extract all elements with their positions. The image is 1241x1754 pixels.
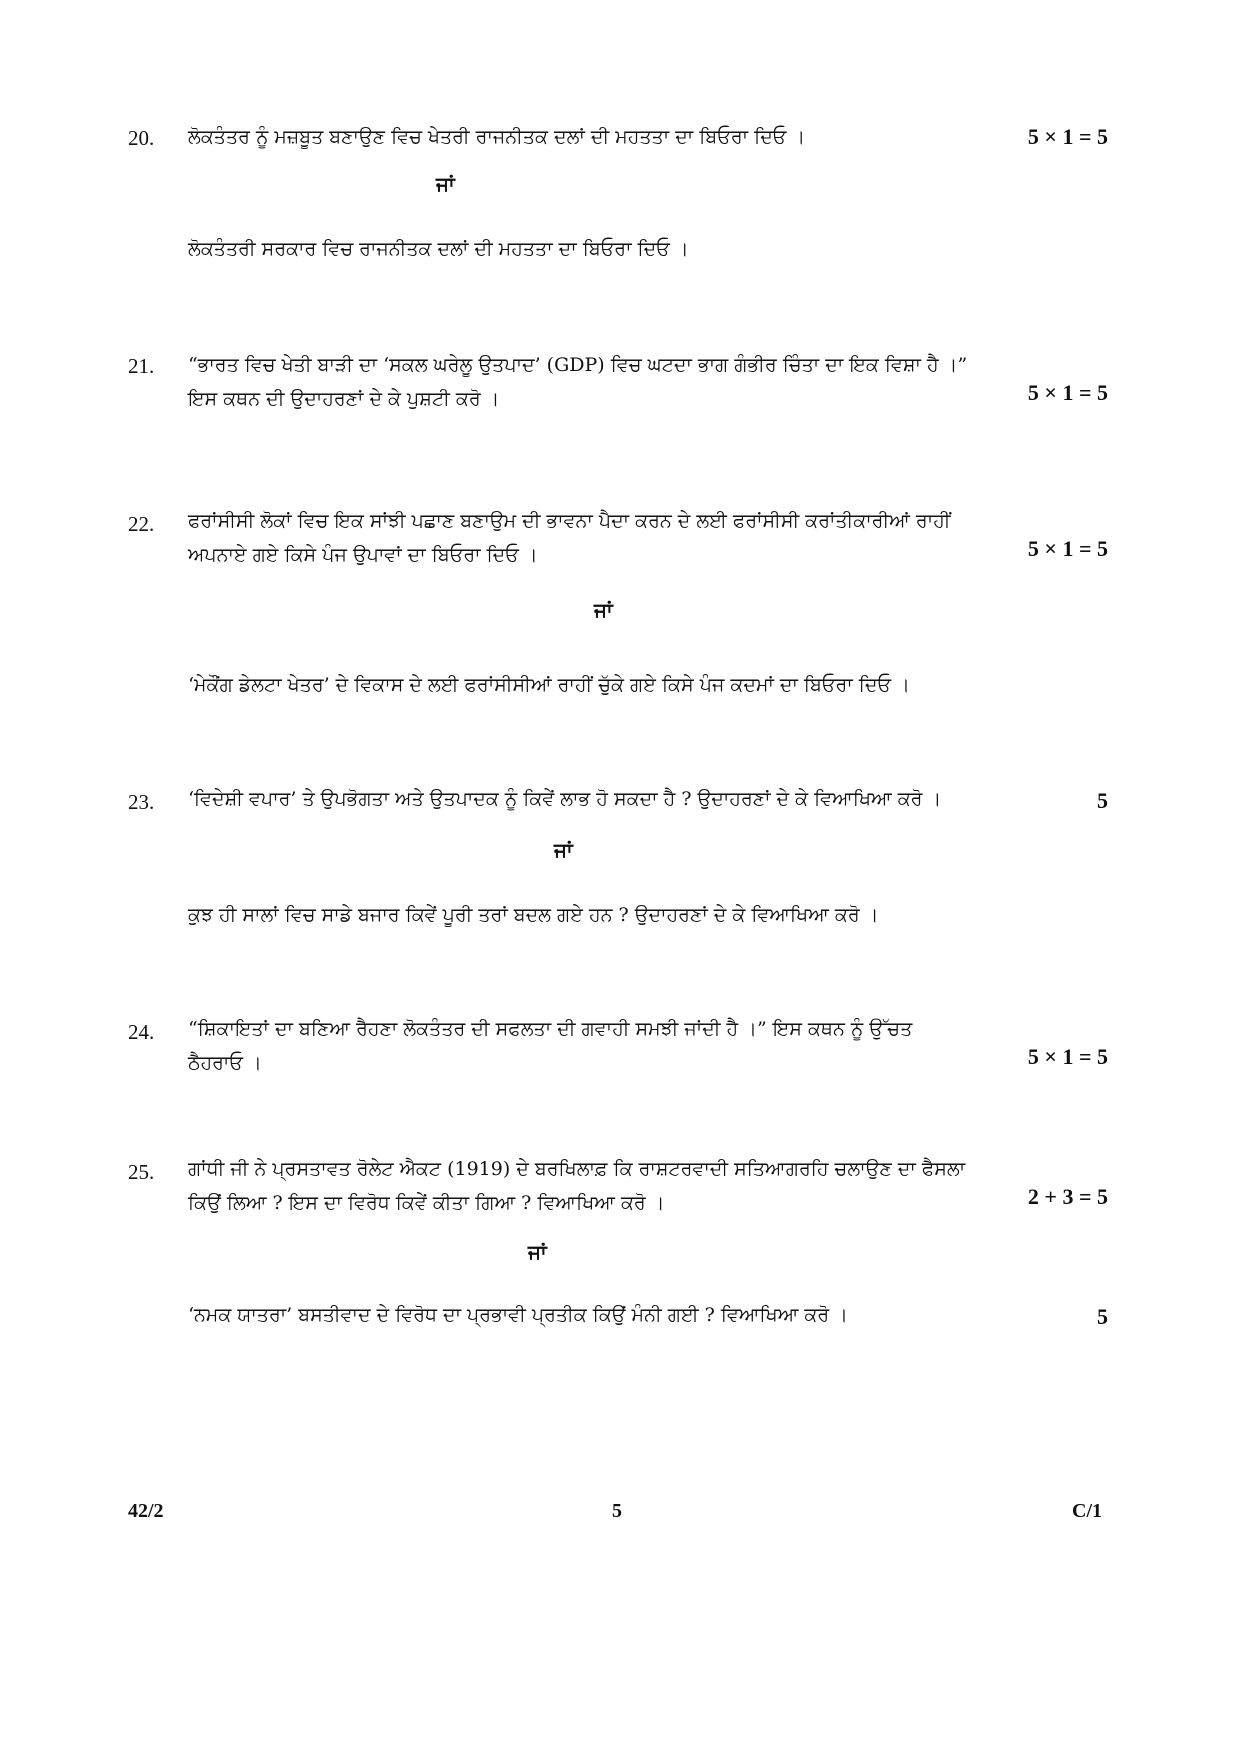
- question-text: [188, 782, 1068, 816]
- question-text: [188, 120, 1048, 154]
- question-number: 20.: [128, 126, 155, 150]
- or-divider: ਜਾਂ: [436, 172, 455, 196]
- question-text: [188, 504, 1088, 572]
- question-number: 24.: [128, 1020, 155, 1044]
- or-divider: ਜਾਂ: [528, 1240, 547, 1264]
- or-divider: ਜਾਂ: [554, 838, 573, 862]
- alternative-line: ‘ਨਮਕ ਯਾਤਰਾ’ ਬਸਤੀਵਾਦ ਦੇ ਵਿਰੋਧ ਦਾ ਪ੍ਰਭਾਵੀ ਪ੍ਰਤੀਕ ਕਿਉਂ ਮੰਨੀ ਗਈ ? ਵਿਆਖਿਆ ਕਰੋ ।: [188, 1304, 848, 1326]
- question-marks: 5 × 1 = 5: [1027, 536, 1108, 561]
- footer-series: C/1: [1072, 1500, 1102, 1522]
- question-line: ਇਸ ਕਥਨ ਦੀ ਉਦਾਹਰਣਾਂ ਦੇ ਕੇ ਪੁਸ਼ਟੀ ਕਰੋ ।: [188, 388, 500, 410]
- question-line: ਗਾਂਧੀ ਜੀ ਨੇ ਪ੍ਰਸਤਾਵਤ ਰੋਲੇਟ ਐਕਟ (1919) ਦੇ ਬਰਖਿਲਾਫ਼ ਕਿ ਰਾਸ਼ਟਰਵਾਦੀ ਸਤਿਆਗਰਹਿ ਚਲਾਉਣ ਦਾ ਫੈਸਲਾ: [188, 1158, 966, 1180]
- question-line: ਫਰਾਂਸੀਸੀ ਲੋਕਾਂ ਵਿਚ ਇਕ ਸਾਂਝੀ ਪਛਾਣ ਬਣਾਉਮ ਦੀ ਭਾਵਨਾ ਪੈਦਾ ਕਰਨ ਦੇ ਲਈ ਫਰਾਂਸੀਸੀ ਕਰਾਂਤੀਕਾਰੀਆਂ ਰਾਹੀਂ: [188, 510, 951, 532]
- question-marks: 5 × 1 = 5: [1027, 1044, 1108, 1069]
- question-line: “ਭਾਰਤ ਵਿਚ ਖੇਤੀ ਬਾੜੀ ਦਾ ‘ਸਕਲ ਘਰੇਲੂ ਉਤਪਾਦ’ (GDP) ਵਿਚ ਘਟਦਾ ਭਾਗ ਗੰਭੀਰ ਚਿੰਤਾ ਦਾ ਇਕ ਵਿਸ਼ਾ ਹੈ ।”: [188, 354, 968, 376]
- question-line: ‘ਵਿਦੇਸ਼ੀ ਵਪਾਰ’ ਤੇ ਉਪਭੋਗਤਾ ਅਤੇ ਉਤਪਾਦਕ ਨੂੰ ਕਿਵੇਂ ਲਾਭ ਹੋ ਸਕਦਾ ਹੈ ? ਉਦਾਹਰਣਾਂ ਦੇ ਕੇ ਵਿਆਖਿਆ ਕਰੋ ।: [188, 788, 942, 810]
- question-line: ਅਪਨਾਏ ਗਏ ਕਿਸੇ ਪੰਜ ਉਪਾਵਾਂ ਦਾ ਬਿਓਰਾ ਦਿਓ ।: [188, 544, 538, 566]
- question-marks: 5: [1097, 788, 1108, 813]
- alternative-line: ਕੁਝ ਹੀ ਸਾਲਾਂ ਵਿਚ ਸਾਡੇ ਬਜਾਰ ਕਿਵੇਂ ਪੂਰੀ ਤਰਾਂ ਬਦਲ ਗਏ ਹਨ ? ਉਦਾਹਰਣਾਂ ਦੇ ਕੇ ਵਿਆਖਿਆ ਕਰੋ ।: [188, 904, 879, 926]
- question-line: “ਸ਼ਿਕਾਇਤਾਂ ਦਾ ਬਣਿਆ ਰੈਹਣਾ ਲੋਕਤੰਤਰ ਦੀ ਸਫਲਤਾ ਦੀ ਗਵਾਹੀ ਸਮਝੀ ਜਾਂਦੀ ਹੈ ।” ਇਸ ਕਥਨ ਨੂੰ ਉੱਚਤ: [188, 1018, 913, 1040]
- alternative-text: [188, 668, 1088, 702]
- question-line: ਕਿਉਂ ਲਿਆ ? ਇਸ ਦਾ ਵਿਰੋਧ ਕਿਵੇਂ ਕੀਤਾ ਗਿਆ ? ਵਿਆਖਿਆ ਕਰੋ ।: [188, 1192, 665, 1214]
- question-marks: 5 × 1 = 5: [1027, 380, 1108, 405]
- alternative-marks: 5: [1097, 1304, 1108, 1329]
- question-text: [188, 1012, 1088, 1080]
- question-number: 22.: [128, 512, 155, 536]
- alternative-text: [188, 1298, 1068, 1332]
- alternative-text: [188, 232, 1048, 266]
- question-text: [188, 348, 1088, 416]
- question-line: ਠੈਹਰਾਓ ।: [188, 1052, 262, 1074]
- question-number: 25.: [128, 1160, 155, 1184]
- alternative-line: ਲੋਕਤੰਤਰੀ ਸਰਕਾਰ ਵਿਚ ਰਾਜਨੀਤਕ ਦਲਾਂ ਦੀ ਮਹਤਤਾ ਦਾ ਬਿਓਰਾ ਦਿਓ ।: [188, 238, 689, 260]
- footer-code: 42/2: [128, 1500, 164, 1522]
- alternative-line: ‘ਮੇਕੌਂਗ ਡੇਲਟਾ ਖੇਤਰ’ ਦੇ ਵਿਕਾਸ ਦੇ ਲਈ ਫਰਾਂਸੀਸੀਆਂ ਰਾਹੀਂ ਚੁੱਕੇ ਗਏ ਕਿਸੇ ਪੰਜ ਕਦਮਾਂ ਦਾ ਬਿਓਰਾ ਦਿਓ ।: [188, 674, 910, 696]
- alternative-text: [188, 898, 1068, 932]
- question-marks: 2 + 3 = 5: [1027, 1184, 1108, 1209]
- question-number: 23.: [128, 790, 155, 814]
- question-number: 21.: [128, 354, 155, 378]
- page-number: 5: [612, 1500, 622, 1522]
- question-line: ਲੋਕਤੰਤਰ ਨੂੰ ਮਜ਼ਬੂਤ ਬਣਾਉਣ ਵਿਚ ਖੇਤਰੀ ਰਾਜਨੀਤਕ ਦਲਾਂ ਦੀ ਮਹਤਤਾ ਦਾ ਬਿਓਰਾ ਦਿਓ ।: [188, 126, 806, 148]
- or-divider: ਜਾਂ: [594, 598, 613, 622]
- question-marks: 5 × 1 = 5: [1027, 124, 1108, 149]
- question-text: [188, 1152, 1088, 1220]
